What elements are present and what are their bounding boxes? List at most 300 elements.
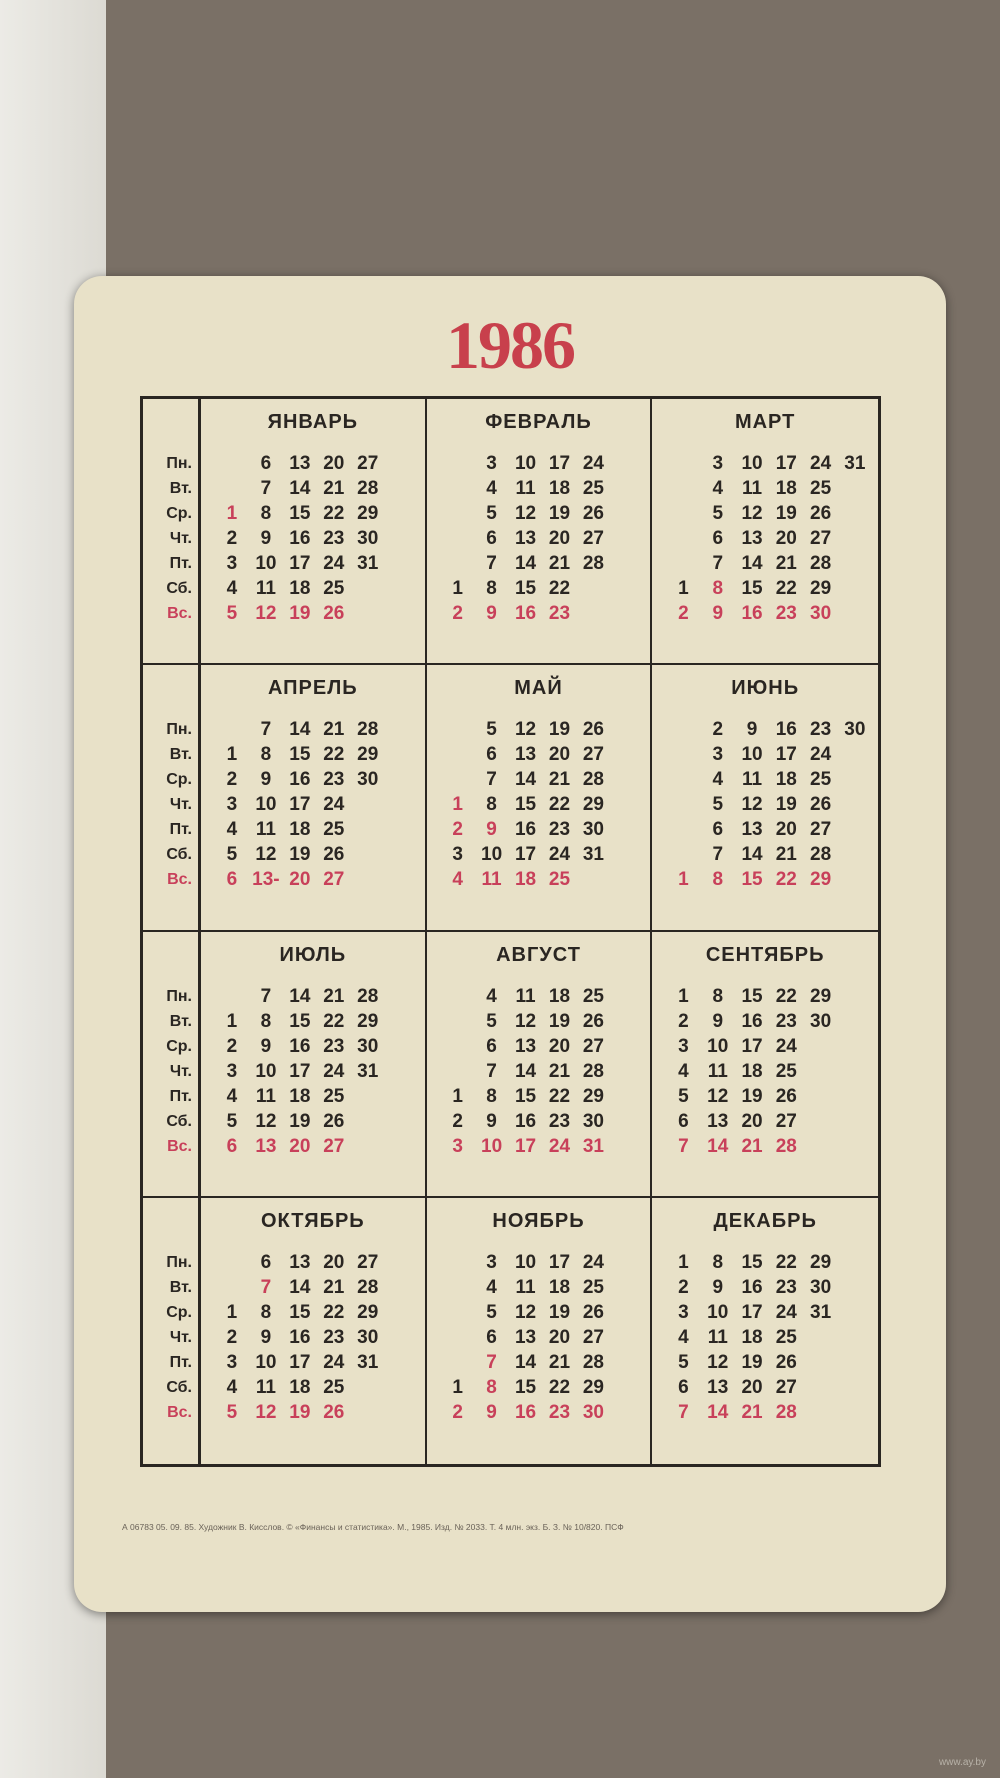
day-number: 1 — [452, 1376, 463, 1398]
day-number — [610, 501, 644, 526]
day-number — [351, 601, 385, 626]
day-number: 3 — [486, 1251, 497, 1273]
day-number: 21 — [323, 1276, 345, 1298]
day-number: 10 — [741, 453, 763, 474]
day-number — [610, 526, 644, 551]
day-number: 15 — [514, 1085, 537, 1107]
month-name: МАРТ — [734, 411, 796, 433]
day-number: 26 — [323, 1401, 345, 1423]
day-number — [215, 984, 249, 1009]
weekday-label: Чт. — [169, 796, 192, 814]
day-number — [610, 867, 644, 892]
month-days — [215, 1250, 419, 1425]
day-number: 17 — [775, 744, 797, 766]
day-number: 6 — [226, 1135, 238, 1157]
day-number: 28 — [357, 1276, 379, 1298]
day-number — [441, 742, 475, 767]
day-number: 15 — [514, 578, 537, 599]
day-number — [838, 576, 872, 601]
day-number: 6 — [486, 1326, 497, 1348]
day-number: 13 — [255, 1135, 277, 1157]
day-number — [838, 501, 872, 526]
day-number — [385, 601, 419, 626]
day-number: 22 — [323, 744, 345, 766]
day-number: 17 — [514, 1135, 537, 1157]
day-number — [441, 984, 475, 1009]
day-number — [385, 476, 419, 501]
day-number: 17 — [775, 453, 797, 474]
day-number — [215, 451, 249, 476]
day-number: 19 — [289, 1110, 311, 1132]
day-number: 7 — [260, 478, 272, 499]
day-number: 20 — [548, 1326, 571, 1348]
day-number: 4 — [486, 478, 497, 499]
month-name: ИЮНЬ — [731, 677, 800, 700]
day-number: 27 — [323, 1135, 345, 1157]
day-number: 3 — [226, 1060, 238, 1082]
day-number: 9 — [260, 769, 272, 791]
day-number: 18 — [775, 478, 797, 499]
day-number: 30 — [844, 719, 866, 741]
day-number — [666, 842, 700, 867]
day-number: 30 — [357, 1035, 379, 1057]
day-number: 13 — [289, 1251, 311, 1273]
day-number: 4 — [678, 1326, 689, 1348]
day-number: 1 — [452, 794, 463, 816]
day-number: 14 — [514, 553, 537, 574]
day-number: 23 — [548, 603, 571, 624]
day-number: 31 — [582, 1135, 604, 1157]
day-number: 14 — [741, 844, 763, 866]
day-number: 18 — [548, 985, 571, 1007]
day-number: 7 — [260, 985, 272, 1007]
day-number — [838, 526, 872, 551]
day-number: 5 — [486, 503, 497, 524]
day-number: 25 — [582, 1276, 604, 1298]
day-number — [610, 451, 644, 476]
day-number: 11 — [255, 1376, 276, 1398]
day-number: 10 — [707, 1035, 729, 1057]
day-number: 16 — [741, 1010, 763, 1032]
day-number — [385, 551, 419, 576]
day-number: 26 — [582, 719, 604, 741]
day-number: 10 — [514, 1251, 537, 1273]
day-number: 26 — [775, 1351, 797, 1373]
day-number — [803, 1109, 837, 1134]
day-number — [838, 1325, 872, 1350]
printer-imprint: А 06783 05. 09. 85. Художник В. Кисслов. © «Финансы и статистика». М., 1985. Изд. № 2033. Т. 4 млн. экз. Б. З. № 10/820. ПСФ — [122, 1522, 624, 1532]
day-number: 14 — [514, 1351, 537, 1373]
day-number: 15 — [741, 578, 763, 599]
day-number: 24 — [775, 1301, 797, 1323]
day-number: 1 — [226, 1301, 238, 1323]
day-number: 25 — [548, 869, 571, 891]
month-days — [666, 1250, 872, 1425]
day-number: 26 — [775, 1085, 797, 1107]
day-number: 20 — [548, 744, 571, 766]
day-number: 18 — [289, 1085, 311, 1107]
month-days — [441, 717, 645, 892]
day-number: 18 — [741, 1060, 763, 1082]
day-number: 7 — [712, 844, 724, 866]
day-number: 29 — [810, 869, 832, 891]
day-number — [803, 1134, 837, 1159]
day-number — [385, 1109, 419, 1134]
day-number — [610, 1350, 644, 1375]
day-number — [803, 1059, 837, 1084]
day-number — [803, 1084, 837, 1109]
day-number: 26 — [582, 503, 604, 524]
day-number: 12 — [255, 1401, 277, 1423]
day-number: 30 — [582, 1401, 604, 1423]
day-number: 15 — [514, 1376, 537, 1398]
day-number: 16 — [514, 819, 537, 841]
day-number: 17 — [289, 794, 311, 816]
day-number: 14 — [289, 1276, 311, 1298]
day-number — [385, 1275, 419, 1300]
day-number — [351, 817, 385, 842]
day-number: 29 — [810, 985, 832, 1007]
day-number: 30 — [582, 1110, 604, 1132]
weekday-label: Пт. — [169, 1087, 192, 1105]
day-number: 9 — [486, 603, 497, 624]
day-number: 30 — [357, 528, 379, 549]
day-number: 19 — [289, 844, 311, 866]
day-number: 5 — [486, 719, 497, 741]
day-number: 28 — [582, 769, 604, 791]
day-number: 12 — [741, 503, 763, 524]
day-number: 28 — [810, 553, 832, 574]
day-number: 22 — [775, 985, 797, 1007]
day-number — [666, 792, 700, 817]
day-number — [385, 767, 419, 792]
day-number — [351, 792, 385, 817]
weekday-label: Сб. — [166, 580, 192, 597]
day-number: 23 — [775, 1276, 797, 1298]
weekday-label: Ср. — [166, 1037, 192, 1055]
day-number — [610, 1375, 644, 1400]
weekday-labels-column — [143, 932, 201, 1198]
day-number: 26 — [810, 794, 832, 816]
day-number: 13 — [514, 528, 537, 549]
day-number — [610, 1059, 644, 1084]
day-number: 18 — [514, 869, 537, 891]
day-number — [610, 817, 644, 842]
day-number: 31 — [844, 453, 866, 474]
day-number: 17 — [548, 1251, 571, 1273]
day-number — [385, 867, 419, 892]
day-number: 25 — [775, 1060, 797, 1082]
day-number: 19 — [289, 1401, 311, 1423]
month-block — [201, 665, 427, 931]
day-number: 18 — [775, 769, 797, 791]
day-number: 23 — [323, 1035, 345, 1057]
day-number: 22 — [548, 1085, 571, 1107]
day-number — [215, 1250, 249, 1275]
day-number — [441, 717, 475, 742]
day-number — [441, 476, 475, 501]
day-number — [385, 451, 419, 476]
day-number: 11 — [255, 1085, 276, 1107]
day-number: 11 — [515, 985, 536, 1007]
day-number: 14 — [514, 1060, 537, 1082]
weekday-label: Ср. — [166, 505, 192, 522]
day-number: 9 — [486, 1401, 497, 1423]
day-number: 6 — [712, 528, 724, 549]
day-number — [666, 817, 700, 842]
day-number — [610, 1109, 644, 1134]
day-number: 27 — [810, 819, 832, 841]
day-number: 8 — [486, 1376, 497, 1398]
day-number: 11 — [741, 478, 763, 499]
day-number — [803, 1034, 837, 1059]
month-name: НОЯБРЬ — [492, 1209, 585, 1232]
day-number: 16 — [289, 528, 311, 549]
day-number: 9 — [260, 1326, 272, 1348]
weekday-label: Пн. — [166, 721, 192, 739]
day-number — [838, 601, 872, 626]
day-number: 9 — [486, 819, 497, 841]
day-number — [441, 551, 475, 576]
day-number: 2 — [452, 603, 463, 624]
weekday-labels-column — [143, 665, 201, 931]
day-number: 18 — [289, 578, 311, 599]
month-block — [427, 932, 653, 1198]
day-number: 12 — [255, 1110, 277, 1132]
day-number — [215, 476, 249, 501]
day-number — [838, 1300, 872, 1325]
day-number — [441, 1275, 475, 1300]
day-number: 8 — [486, 578, 497, 599]
day-number — [351, 576, 385, 601]
day-number: 16 — [514, 1110, 537, 1132]
day-number: 15 — [741, 985, 763, 1007]
day-number: 1 — [678, 578, 689, 599]
day-number: 14 — [741, 553, 763, 574]
month-name: ИЮЛЬ — [279, 943, 347, 966]
weekday-label: Чт. — [169, 1062, 192, 1080]
day-number — [385, 1059, 419, 1084]
day-number: 3 — [452, 1135, 463, 1157]
day-number — [351, 1400, 385, 1425]
day-number: 24 — [810, 744, 832, 766]
day-number: 7 — [486, 553, 497, 574]
day-number — [351, 842, 385, 867]
month-block — [201, 399, 427, 665]
day-number — [838, 1034, 872, 1059]
day-number: 15 — [289, 1010, 311, 1032]
day-number: 3 — [712, 453, 724, 474]
day-number: 9 — [712, 603, 724, 624]
day-number: 2 — [678, 1010, 689, 1032]
day-number — [385, 742, 419, 767]
day-number: 21 — [548, 1351, 571, 1373]
month-block — [201, 1198, 427, 1464]
day-number — [803, 1400, 837, 1425]
day-number: 4 — [226, 578, 238, 599]
day-number: 2 — [226, 769, 238, 791]
day-number: 28 — [582, 1060, 604, 1082]
day-number: 20 — [775, 528, 797, 549]
day-number: 10 — [255, 794, 277, 816]
day-number: 14 — [514, 769, 537, 791]
month-block — [427, 665, 653, 931]
day-number: 11 — [255, 819, 276, 841]
day-number — [610, 842, 644, 867]
day-number: 19 — [548, 503, 571, 524]
day-number: 13 — [707, 1110, 729, 1132]
day-number: 13 — [514, 744, 537, 766]
day-number: 8 — [712, 1251, 724, 1273]
day-number — [838, 767, 872, 792]
day-number: 8 — [712, 869, 724, 891]
day-number — [838, 742, 872, 767]
day-number: 24 — [323, 1351, 345, 1373]
day-number: 29 — [357, 1301, 379, 1323]
month-days — [215, 984, 419, 1159]
day-number: 10 — [707, 1301, 729, 1323]
day-number: 19 — [741, 1085, 763, 1107]
weekday-label: Вс. — [167, 605, 192, 622]
day-number — [441, 1059, 475, 1084]
day-number: 2 — [678, 1276, 689, 1298]
day-number: 24 — [548, 844, 571, 866]
weekday-label: Пт. — [169, 821, 192, 839]
day-number: 21 — [775, 553, 797, 574]
day-number: 23 — [548, 819, 571, 841]
month-block — [201, 932, 427, 1198]
day-number: 26 — [582, 1301, 604, 1323]
day-number — [441, 1250, 475, 1275]
day-number — [666, 526, 700, 551]
day-number: 10 — [741, 744, 763, 766]
day-number — [610, 551, 644, 576]
day-number: 12 — [707, 1351, 729, 1373]
day-number — [385, 1350, 419, 1375]
day-number — [441, 1350, 475, 1375]
pocket-calendar-card — [74, 276, 946, 1612]
month-name: ЯНВАРЬ — [267, 411, 359, 433]
day-number: 21 — [548, 769, 571, 791]
day-number: 11 — [741, 769, 763, 791]
day-number: 16 — [289, 1035, 311, 1057]
day-number — [838, 551, 872, 576]
day-number: 13 — [514, 1326, 537, 1348]
day-number: 19 — [741, 1351, 763, 1373]
day-number: 23 — [323, 1326, 345, 1348]
day-number — [385, 1375, 419, 1400]
day-number: 20 — [548, 1035, 571, 1057]
day-number: 4 — [226, 1376, 238, 1398]
day-number: 8 — [486, 1085, 497, 1107]
day-number: 21 — [548, 1060, 571, 1082]
day-number: 25 — [810, 769, 832, 791]
day-number — [385, 1034, 419, 1059]
day-number: 12 — [514, 719, 537, 741]
day-number: 18 — [548, 1276, 571, 1298]
day-number: 5 — [712, 794, 724, 816]
day-number — [441, 1300, 475, 1325]
day-number: 24 — [582, 1251, 604, 1273]
day-number — [351, 1375, 385, 1400]
day-number: 9 — [260, 528, 272, 549]
month-block — [652, 1198, 878, 1464]
day-number: 18 — [289, 819, 311, 841]
day-number: 8 — [486, 794, 497, 816]
day-number: 7 — [260, 719, 272, 741]
month-days — [215, 451, 419, 626]
weekday-label: Сб. — [166, 1378, 192, 1396]
day-number: 3 — [452, 844, 463, 866]
day-number: 4 — [226, 1085, 238, 1107]
day-number — [385, 1009, 419, 1034]
day-number: 6 — [226, 869, 238, 891]
month-name: АВГУСТ — [496, 943, 581, 966]
day-number: 21 — [323, 478, 345, 499]
day-number: 20 — [741, 1376, 763, 1398]
day-number: 15 — [289, 503, 311, 524]
day-number: 1 — [452, 578, 463, 599]
weekday-label: Вс. — [167, 871, 192, 889]
day-number: 5 — [226, 603, 238, 624]
day-number: 24 — [548, 1135, 571, 1157]
day-number — [385, 984, 419, 1009]
day-number — [666, 451, 700, 476]
day-number — [441, 501, 475, 526]
day-number — [666, 742, 700, 767]
day-number: 8 — [712, 578, 724, 599]
day-number: 1 — [678, 1251, 689, 1273]
day-number: 30 — [810, 1010, 832, 1032]
month-block — [652, 932, 878, 1198]
day-number — [838, 984, 872, 1009]
day-number: 21 — [741, 1135, 763, 1157]
day-number: 11 — [707, 1060, 728, 1082]
day-number: 11 — [515, 1276, 536, 1298]
day-number — [576, 576, 610, 601]
day-number: 20 — [289, 869, 311, 891]
day-number — [385, 1250, 419, 1275]
weekday-label: Вс. — [167, 1137, 192, 1155]
day-number: 29 — [357, 503, 379, 524]
day-number: 8 — [260, 744, 272, 766]
day-number: 26 — [323, 603, 345, 624]
day-number: 20 — [741, 1110, 763, 1132]
day-number — [838, 1059, 872, 1084]
day-number: 22 — [323, 1301, 345, 1323]
day-number: 14 — [289, 985, 311, 1007]
day-number — [385, 526, 419, 551]
day-number: 6 — [486, 1035, 497, 1057]
day-number: 9 — [260, 1035, 272, 1057]
day-number: 27 — [357, 453, 379, 474]
day-number: 16 — [775, 719, 797, 741]
day-number: 26 — [582, 1010, 604, 1032]
day-number — [610, 1084, 644, 1109]
day-number: 15 — [514, 794, 537, 816]
day-number — [610, 1300, 644, 1325]
day-number — [576, 867, 610, 892]
day-number: 1 — [678, 985, 689, 1007]
day-number — [610, 601, 644, 626]
day-number: 6 — [712, 819, 724, 841]
day-number: 17 — [289, 1060, 311, 1082]
day-number — [610, 1325, 644, 1350]
day-number: 11 — [481, 869, 502, 891]
day-number: 22 — [548, 794, 571, 816]
day-number: 4 — [678, 1060, 689, 1082]
day-number — [803, 1350, 837, 1375]
